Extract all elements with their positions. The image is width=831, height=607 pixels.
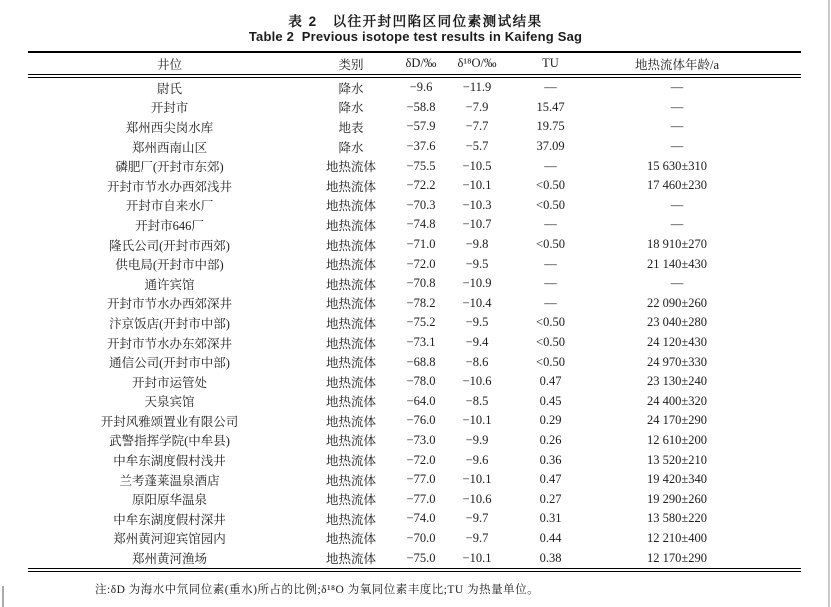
table-cell: −10.5: [462, 158, 492, 173]
table-cell: −68.8: [406, 354, 436, 369]
header-category: 类别: [311, 52, 391, 76]
table-cell: 开封市自来水厂: [125, 199, 214, 214]
table-cell: 开封市646厂: [135, 218, 204, 233]
table-cell: −64.0: [406, 393, 436, 408]
table-cell: −5.7: [465, 139, 489, 154]
table-cell: 开封市节水办西郊浅井: [106, 179, 232, 194]
table-cell: 武警指挥学院(中牟县): [109, 434, 230, 449]
table-cell: −9.8: [465, 237, 489, 252]
table-row: [28, 509, 801, 529]
table-cell: —: [670, 80, 684, 95]
table-cell: −9.7: [465, 530, 489, 545]
table-cell: 地热流体: [325, 336, 376, 351]
table-cell: <0.50: [536, 178, 565, 193]
table-cell: 12 210±400: [647, 530, 707, 545]
table-row: [28, 156, 801, 176]
table-cell: −7.9: [465, 99, 489, 114]
table-cell: 0.44: [539, 530, 562, 545]
table-cell: 19 420±340: [647, 472, 707, 487]
table-cell: −10.9: [462, 276, 492, 291]
table-cell: <0.50: [536, 354, 565, 369]
table-cell: 0.36: [539, 452, 562, 467]
table-cell: 21 140±430: [647, 256, 707, 271]
table-cell: −78.2: [406, 295, 436, 310]
table-cell: 地热流体: [325, 375, 376, 390]
table-cell: <0.50: [536, 335, 565, 350]
table-row: [28, 235, 801, 255]
table-cell: 0.29: [539, 413, 562, 428]
table-cell: 隆氏公司(开封市西郊): [109, 238, 230, 253]
table-cell: 磷肥厂(开封市东郊): [115, 160, 224, 175]
table-cell: 地热流体: [325, 238, 376, 253]
table-cell: −10.4: [462, 295, 492, 310]
table-cell: 地热流体: [325, 512, 376, 527]
table-cell: −71.0: [406, 237, 436, 252]
table-cell: −10.6: [462, 374, 492, 389]
table-cell: 13 520±210: [647, 452, 707, 467]
table-cell: 19 290±260: [647, 491, 707, 506]
table-cell: 17 460±230: [647, 178, 707, 193]
table-row: [28, 137, 801, 157]
table-cell: —: [670, 119, 684, 134]
table-cell: 24 170±290: [647, 413, 707, 428]
table-cell: 郑州西尖岗水库: [125, 120, 214, 135]
table-cell: −8.5: [465, 393, 489, 408]
table-cell: −77.0: [406, 491, 436, 506]
table-cell: 地热流体: [325, 414, 376, 429]
table-cell: −57.9: [406, 119, 436, 134]
table-cell: −9.9: [465, 432, 489, 447]
table-cell: —: [670, 217, 684, 232]
table-cell: 地热流体: [325, 493, 376, 508]
table-cell: —: [670, 139, 684, 154]
table-cell: −10.1: [462, 413, 492, 428]
table-cell: −72.0: [406, 452, 436, 467]
table-row: [28, 294, 801, 314]
table-cell: 地热流体: [325, 395, 376, 410]
table-cell: 中牟东湖度假村浅井: [113, 454, 226, 469]
table-cell: 开封市节水办西郊深井: [106, 297, 232, 312]
table-cell: −75.2: [406, 315, 436, 330]
table-row: [28, 254, 801, 274]
table-cell: 地热流体: [325, 160, 376, 175]
table-row: [28, 470, 801, 490]
table-cell: 0.38: [539, 550, 562, 565]
table-cell: —: [544, 80, 557, 95]
table-cell: −72.0: [406, 256, 436, 271]
table-row: [28, 176, 801, 196]
table-cell: 15.47: [536, 99, 565, 114]
table-cell: −8.6: [465, 354, 489, 369]
table-cell: −9.6: [409, 80, 433, 95]
table-row: [28, 411, 801, 431]
table-cell: 地热流体: [325, 179, 376, 194]
table-row: [28, 274, 801, 294]
table-row: [28, 392, 801, 412]
table-row: [28, 489, 801, 509]
table-cell: 13 580±220: [647, 511, 707, 526]
table-cell: −10.3: [462, 197, 492, 212]
header-fluid-age: 地热流体年龄/a: [598, 52, 801, 76]
table-cell: 0.45: [539, 393, 562, 408]
table-cell: −10.1: [462, 550, 492, 565]
scan-page-edge-left: [2, 586, 4, 607]
table-cell: −10.7: [462, 217, 492, 232]
table-cell: −11.9: [462, 80, 492, 95]
table-cell: −9.4: [465, 335, 489, 350]
table-cell: 18 910±270: [647, 237, 707, 252]
table-title-chinese: 表 2 以往开封凹陷区同位素测试结果: [288, 14, 543, 29]
table-cell: —: [670, 197, 684, 212]
table-cell: −73.0: [406, 432, 436, 447]
table-cell: 尉氏: [156, 81, 182, 96]
table-cell: 开封市运管处: [131, 375, 207, 390]
table-cell: 地热流体: [325, 316, 376, 331]
table-cell: −78.0: [406, 374, 436, 389]
table-cell: 兰考蓬莱温泉酒店: [119, 473, 220, 488]
table-cell: 郑州黄河迎宾馆园内: [113, 532, 226, 547]
table-cell: 原阳原华温泉: [131, 493, 207, 508]
table-cell: 地热流体: [325, 297, 376, 312]
table-cell: 降水: [338, 101, 364, 116]
table-row: [28, 215, 801, 235]
table-cell: 供电局(开封市中部): [115, 258, 224, 273]
table-cell: 0.26: [539, 432, 562, 447]
table-row: [28, 117, 801, 137]
table-cell: −72.2: [406, 178, 436, 193]
table-cell: 降水: [338, 81, 364, 96]
table-cell: 通许宾馆: [144, 277, 195, 292]
isotope-results-table: [28, 51, 801, 572]
table-cell: −9.5: [465, 256, 489, 271]
table-cell: 天泉宾馆: [144, 395, 195, 410]
table-cell: 中牟东湖度假村深井: [113, 512, 226, 527]
table-cell: 降水: [338, 140, 364, 155]
table-row: [28, 352, 801, 372]
table-row: [28, 333, 801, 353]
table-row: [28, 313, 801, 333]
table-cell: −9.5: [465, 315, 489, 330]
table-cell: —: [670, 99, 684, 114]
table-cell: 地热流体: [325, 356, 376, 371]
table-cell: 24 120±430: [647, 335, 707, 350]
table-cell: −74.8: [406, 217, 436, 232]
table-cell: 地热流体: [325, 277, 376, 292]
table-cell: 0.47: [539, 472, 562, 487]
table-cell: 地热流体: [325, 258, 376, 273]
table-cell: −75.0: [406, 550, 436, 565]
table-cell: 23 040±280: [647, 315, 707, 330]
table-cell: −58.8: [406, 99, 436, 114]
table-cell: −37.6: [406, 139, 436, 154]
table-cell: −10.6: [462, 491, 492, 506]
table-row: [28, 529, 801, 549]
table-cell: −9.6: [465, 452, 489, 467]
header-delta-d: δD/‰: [391, 52, 451, 76]
table-cell: 地热流体: [325, 454, 376, 469]
table-cell: 汴京饭店(开封市中部): [109, 316, 230, 331]
table-cell: —: [544, 276, 557, 291]
table-cell: −74.0: [406, 511, 436, 526]
table-row: [28, 431, 801, 451]
table-cell: 地热流体: [325, 532, 376, 547]
table-cell: —: [544, 256, 557, 271]
table-title-english: Table 2 Previous isotope test results in Kaifeng Sag: [248, 29, 583, 44]
table-cell: 地表: [338, 120, 364, 135]
table-cell: −10.1: [462, 472, 492, 487]
table-cell: 23 130±240: [647, 374, 707, 389]
table-cell: −76.0: [406, 413, 436, 428]
table-cell: <0.50: [536, 237, 565, 252]
table-cell: −70.0: [406, 530, 436, 545]
table-cell: 12 610±200: [647, 432, 707, 447]
table-cell: 郑州西南山区: [131, 140, 207, 155]
table-cell: −10.1: [462, 178, 492, 193]
table-cell: 通信公司(开封市中部): [109, 356, 230, 371]
table-row: [28, 548, 801, 570]
table-cell: 24 970±330: [647, 354, 707, 369]
table-cell: 15 630±310: [647, 158, 707, 173]
table-cell: <0.50: [536, 315, 565, 330]
table-cell: −70.3: [406, 197, 436, 212]
table-row: [28, 196, 801, 216]
table-cell: −70.8: [406, 276, 436, 291]
header-well-location: 井位: [28, 52, 311, 76]
header-row: [28, 52, 801, 76]
header-delta-18o: δ¹⁸O/‰: [451, 52, 503, 76]
table-cell: —: [544, 217, 557, 232]
scan-page-edge-right: [828, 0, 830, 607]
table-cell: 地热流体: [325, 218, 376, 233]
table-cell: 19.75: [536, 119, 565, 134]
table-cell: 0.27: [539, 491, 562, 506]
header-tu: TU: [503, 52, 598, 76]
table-row: [28, 98, 801, 118]
table-cell: −7.7: [465, 119, 489, 134]
table-cell: 37.09: [536, 139, 565, 154]
table-cell: 地热流体: [325, 473, 376, 488]
table-cell: 郑州黄河渔场: [131, 552, 207, 567]
table-cell: 地热流体: [325, 199, 376, 214]
table-cell: 0.47: [539, 374, 562, 389]
table-cell: −75.5: [406, 158, 436, 173]
table-row: [28, 450, 801, 470]
table-cell: —: [544, 158, 557, 173]
table-footnote: 注:δD 为海水中氘同位素(重水)所占的比例;δ¹⁸O 为氧同位素丰度比;TU 为热量单位。: [95, 584, 540, 596]
table-cell: 开封市节水办东郊深井: [106, 336, 232, 351]
table-cell: 22 090±260: [647, 295, 707, 310]
table-cell: 24 400±320: [647, 393, 707, 408]
table-row: [28, 76, 801, 98]
table-cell: 地热流体: [325, 434, 376, 449]
table-cell: 开封风雅颂置业有限公司: [100, 414, 239, 429]
table-body: [28, 76, 801, 570]
table-row: [28, 372, 801, 392]
table-cell: 地热流体: [325, 552, 376, 567]
table-cell: −9.7: [465, 511, 489, 526]
table-cell: −77.0: [406, 472, 436, 487]
table-cell: 0.31: [539, 511, 562, 526]
table-cell: 12 170±290: [647, 550, 707, 565]
table-cell: —: [670, 276, 684, 291]
table-cell: <0.50: [536, 197, 565, 212]
table-cell: —: [544, 295, 557, 310]
table-cell: −73.1: [406, 335, 436, 350]
table-cell: 开封市: [150, 101, 189, 116]
